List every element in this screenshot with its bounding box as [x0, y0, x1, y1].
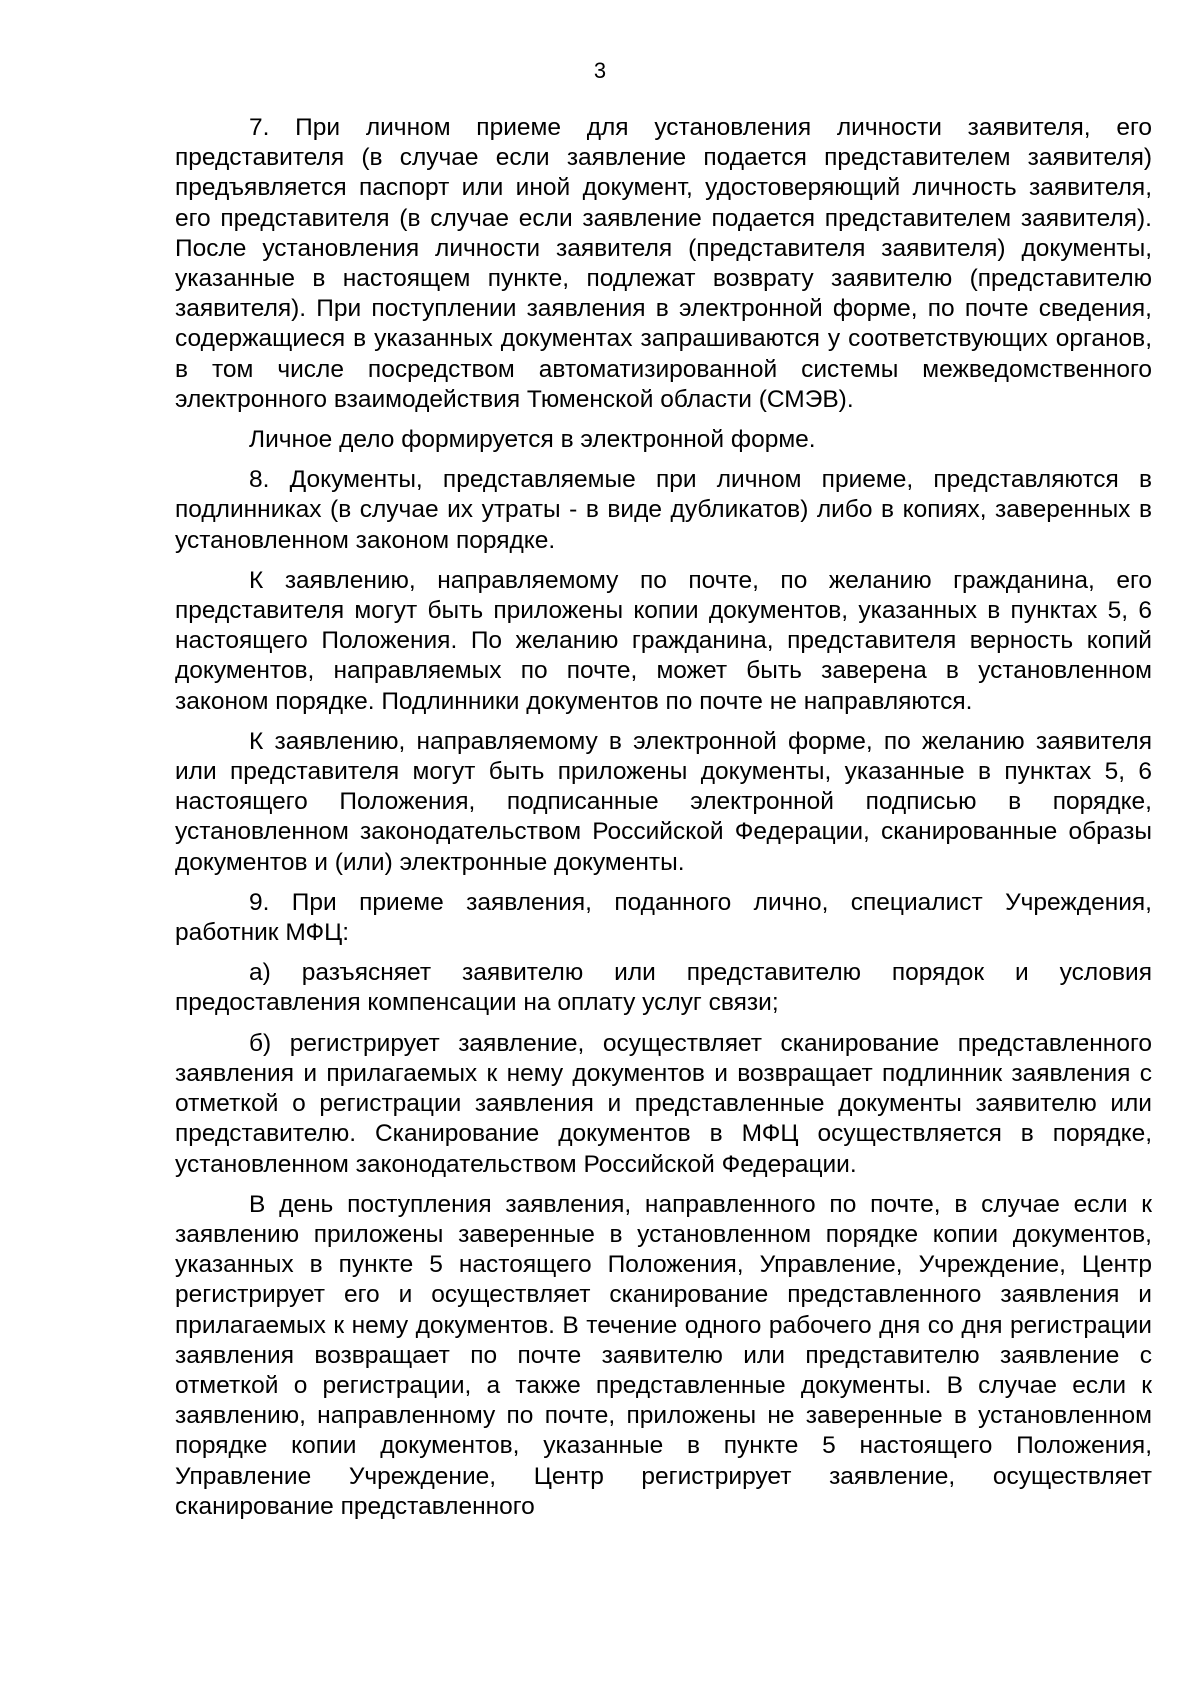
- paragraph-9a: а) разъясняет заявителю или представителю порядок и условия предоставления компенсации на оплату услуг связи;: [175, 959, 1152, 1017]
- paragraph-electronic-application: К заявлению, направляемому в электронной форме, по желанию заявителя или представителя могут быть приложены документы, указанные в пунктах 5, 6 настоящего Положения, подписанные электронной подписью в порядке, установленном законодательством Российской Федерации, сканированные образы документов и (или) электронные документы.: [175, 727, 1152, 876]
- paragraph-8-documents: 8. Документы, представляемые при личном приеме, представляются в подлинниках (в случае их утраты - в виде дубликатов) либо в копиях, заверенных в установленном законом порядке.: [175, 466, 1152, 554]
- paragraph-9b: б) регистрирует заявление, осуществляет сканирование представленного заявления и прилагаемых к нему документов и возвращает подлинник заявления с отметкой о регистрации заявления и представленные документы заявителю или представителю. Сканирование документов в МФЦ осуществляется в порядке, установленном законодательством Российской Федерации.: [175, 1029, 1152, 1178]
- page-number: 3: [593, 58, 607, 83]
- paragraph-postal-registration: В день поступления заявления, направленного по почте, в случае если к заявлению приложены заверенные в установленном порядке копии документов, указанных в пункте 5 настоящего Положения, Управление, Учреждение, Центр регистрирует его и осуществляет сканирование представленного заявления и прилагаемых к нему документов. В течение одного рабочего дня со дня регистрации заявления возвращает по почте заявителю или представителю заявление с отметкой о регистрации, а также представленные документы. В случае если к заявлению, направленному по почте, приложены не заверенные в установленном порядке копии документов, указанные в пункте 5 настоящего Положения, Управление Учреждение, Центр регистрирует заявление, осуществляет сканирование представленного: [175, 1190, 1152, 1520]
- paragraph-postal-application: К заявлению, направляемому по почте, по желанию гражданина, его представителя могут быть приложены копии документов, указанных в пунктах 5, 6 настоящего Положения. По желанию гражданина, представителя верность копий документов, направляемых по почте, может быть заверена в установленном законом порядке. Подлинники документов по почте не направляются.: [175, 566, 1152, 715]
- paragraph-personal-file: Личное дело формируется в электронной форме.: [249, 426, 816, 454]
- document-body: [175, 113, 1152, 1532]
- paragraph-9-reception: 9. При приеме заявления, поданного лично, специалист Учреждения, работник МФЦ:: [175, 888, 1152, 947]
- paragraph-7-identity-check: 7. При личном приеме для установления личности заявителя, его представителя (в случае если заявление подается представителем заявителя) предъявляется паспорт или иной документ, удостоверяющий личность заявителя, его представителя (в случае если заявление подается представителем заявителя). После установления личности заявителя (представителя заявителя) документы, указанные в настоящем пункте, подлежат возврату заявителю (представителю заявителя). При поступлении заявления в электронной форме, по почте сведения, содержащиеся в указанных документах запрашиваются у соответствующих органов, в том числе посредством автоматизированной системы межведомственного электронного взаимодействия Тюменской области (СМЭВ).: [175, 114, 1152, 413]
